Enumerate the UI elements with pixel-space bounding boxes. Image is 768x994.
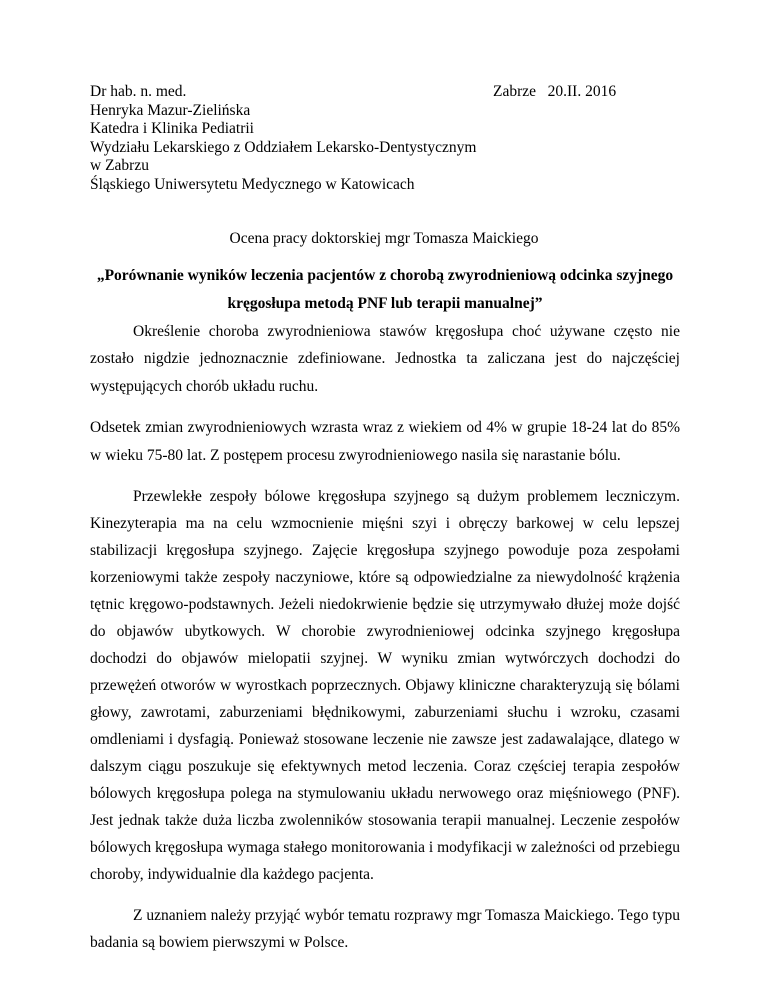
paragraph-definition: Określenie choroba zwyrodnieniowa stawów kręgosłupa choć używane często nie zostało nigdzie jednoznacznie zdefiniowane. Jednostka ta zaliczana jest do najczęściej występujących chorób układu ruchu.: [90, 323, 680, 395]
place-and-date: Zabrze 20.II. 2016: [493, 83, 617, 100]
paragraph-prevalence: Odsetek zmian zwyrodnieniowych wzrasta wraz z wiekiem od 4% w grupie 18-24 lat do 85% w wieku 75-80 lat. Z postępem procesu zwyrodnieniowego nasila się narastanie bólu.: [90, 419, 680, 464]
review-body: [90, 318, 680, 971]
review-title: Ocena pracy doktorskiej mgr Tomasza Maickiego: [229, 230, 539, 247]
reviewer-name: Henryka Mazur-Zielińska: [90, 101, 251, 119]
thesis-title: „Porównanie wyników leczenia pacjentów z chorobą zwyrodnieniową odcinka szyjnego kręgosłupa metodą PNF lub terapii manualnej”: [96, 267, 674, 312]
paragraph-topic-choice: Z uznaniem należy przyjąć wybór tematu rozprawy mgr Tomasza Maickiego. Tego typu badania są bowiem pierwszymi w Polsce.: [90, 907, 680, 952]
reviewer-department: Katedra i Klinika Pediatrii: [90, 120, 254, 137]
reviewer-degree: Dr hab. n. med.: [90, 83, 187, 100]
paragraph-clinical: Przewlekłe zespoły bólowe kręgosłupa szyjnego są dużym problemem leczniczym. Kinezyterapia ma na celu wzmocnienie mięśni szyi i obręczy barkowej w celu lepszej stabilizacji kręgosłupa szyjnego. Zajęcie kręgosłupa szyjnego powoduje poza zespołami korzeniowymi także zespoły naczyniowe, które są odpowiedzialne za niewydolność krążenia tętnic kręgowo-podstawnych. Jeżeli niedokrwienie będzie się utrzymywało dłużej może dojść do objawów ubytkowych. W chorobie zwyrodnieniowej odcinka szyjnego kręgosłupa dochodzi do objawów mielopatii szyjnej. W wyniku zmian wytwórczych dochodzi do przewężeń otworów w wyrostkach poprzecznych. Objawy kliniczne charakteryzują się bólami głowy, zawrotami, zaburzeniami błędnikowymi, zaburzeniami słuchu i wzroku, czasami omdleniami i dysfagią. Ponieważ stosowane leczenie nie zawsze jest zadawalające, dlatego w dalszym ciągu poszukuje się efektywnych metod leczenia. Coraz częściej terapia zespołów bólowych kręgosłupa polega na stymulowaniu układu nerwowego oraz mięśniowego (PNF). Jest jednak także duża liczba zwolenników stosowania terapii manualnej. Leczenie zespołów bólowych kręgosłupa wymaga stałego monitorowania i modyfikacji w zależności od przebiegu choroby, indywidualnie dla każdego pacjenta.: [90, 488, 680, 884]
reviewer-university: Śląskiego Uniwersytetu Medycznego w Katowicach: [90, 175, 415, 193]
reviewer-faculty: Wydziału Lekarskiego z Oddziałem Lekarsko-Dentystycznym: [90, 138, 477, 156]
reviewer-header: [90, 83, 476, 194]
reviewer-city: w Zabrzu: [90, 157, 149, 174]
